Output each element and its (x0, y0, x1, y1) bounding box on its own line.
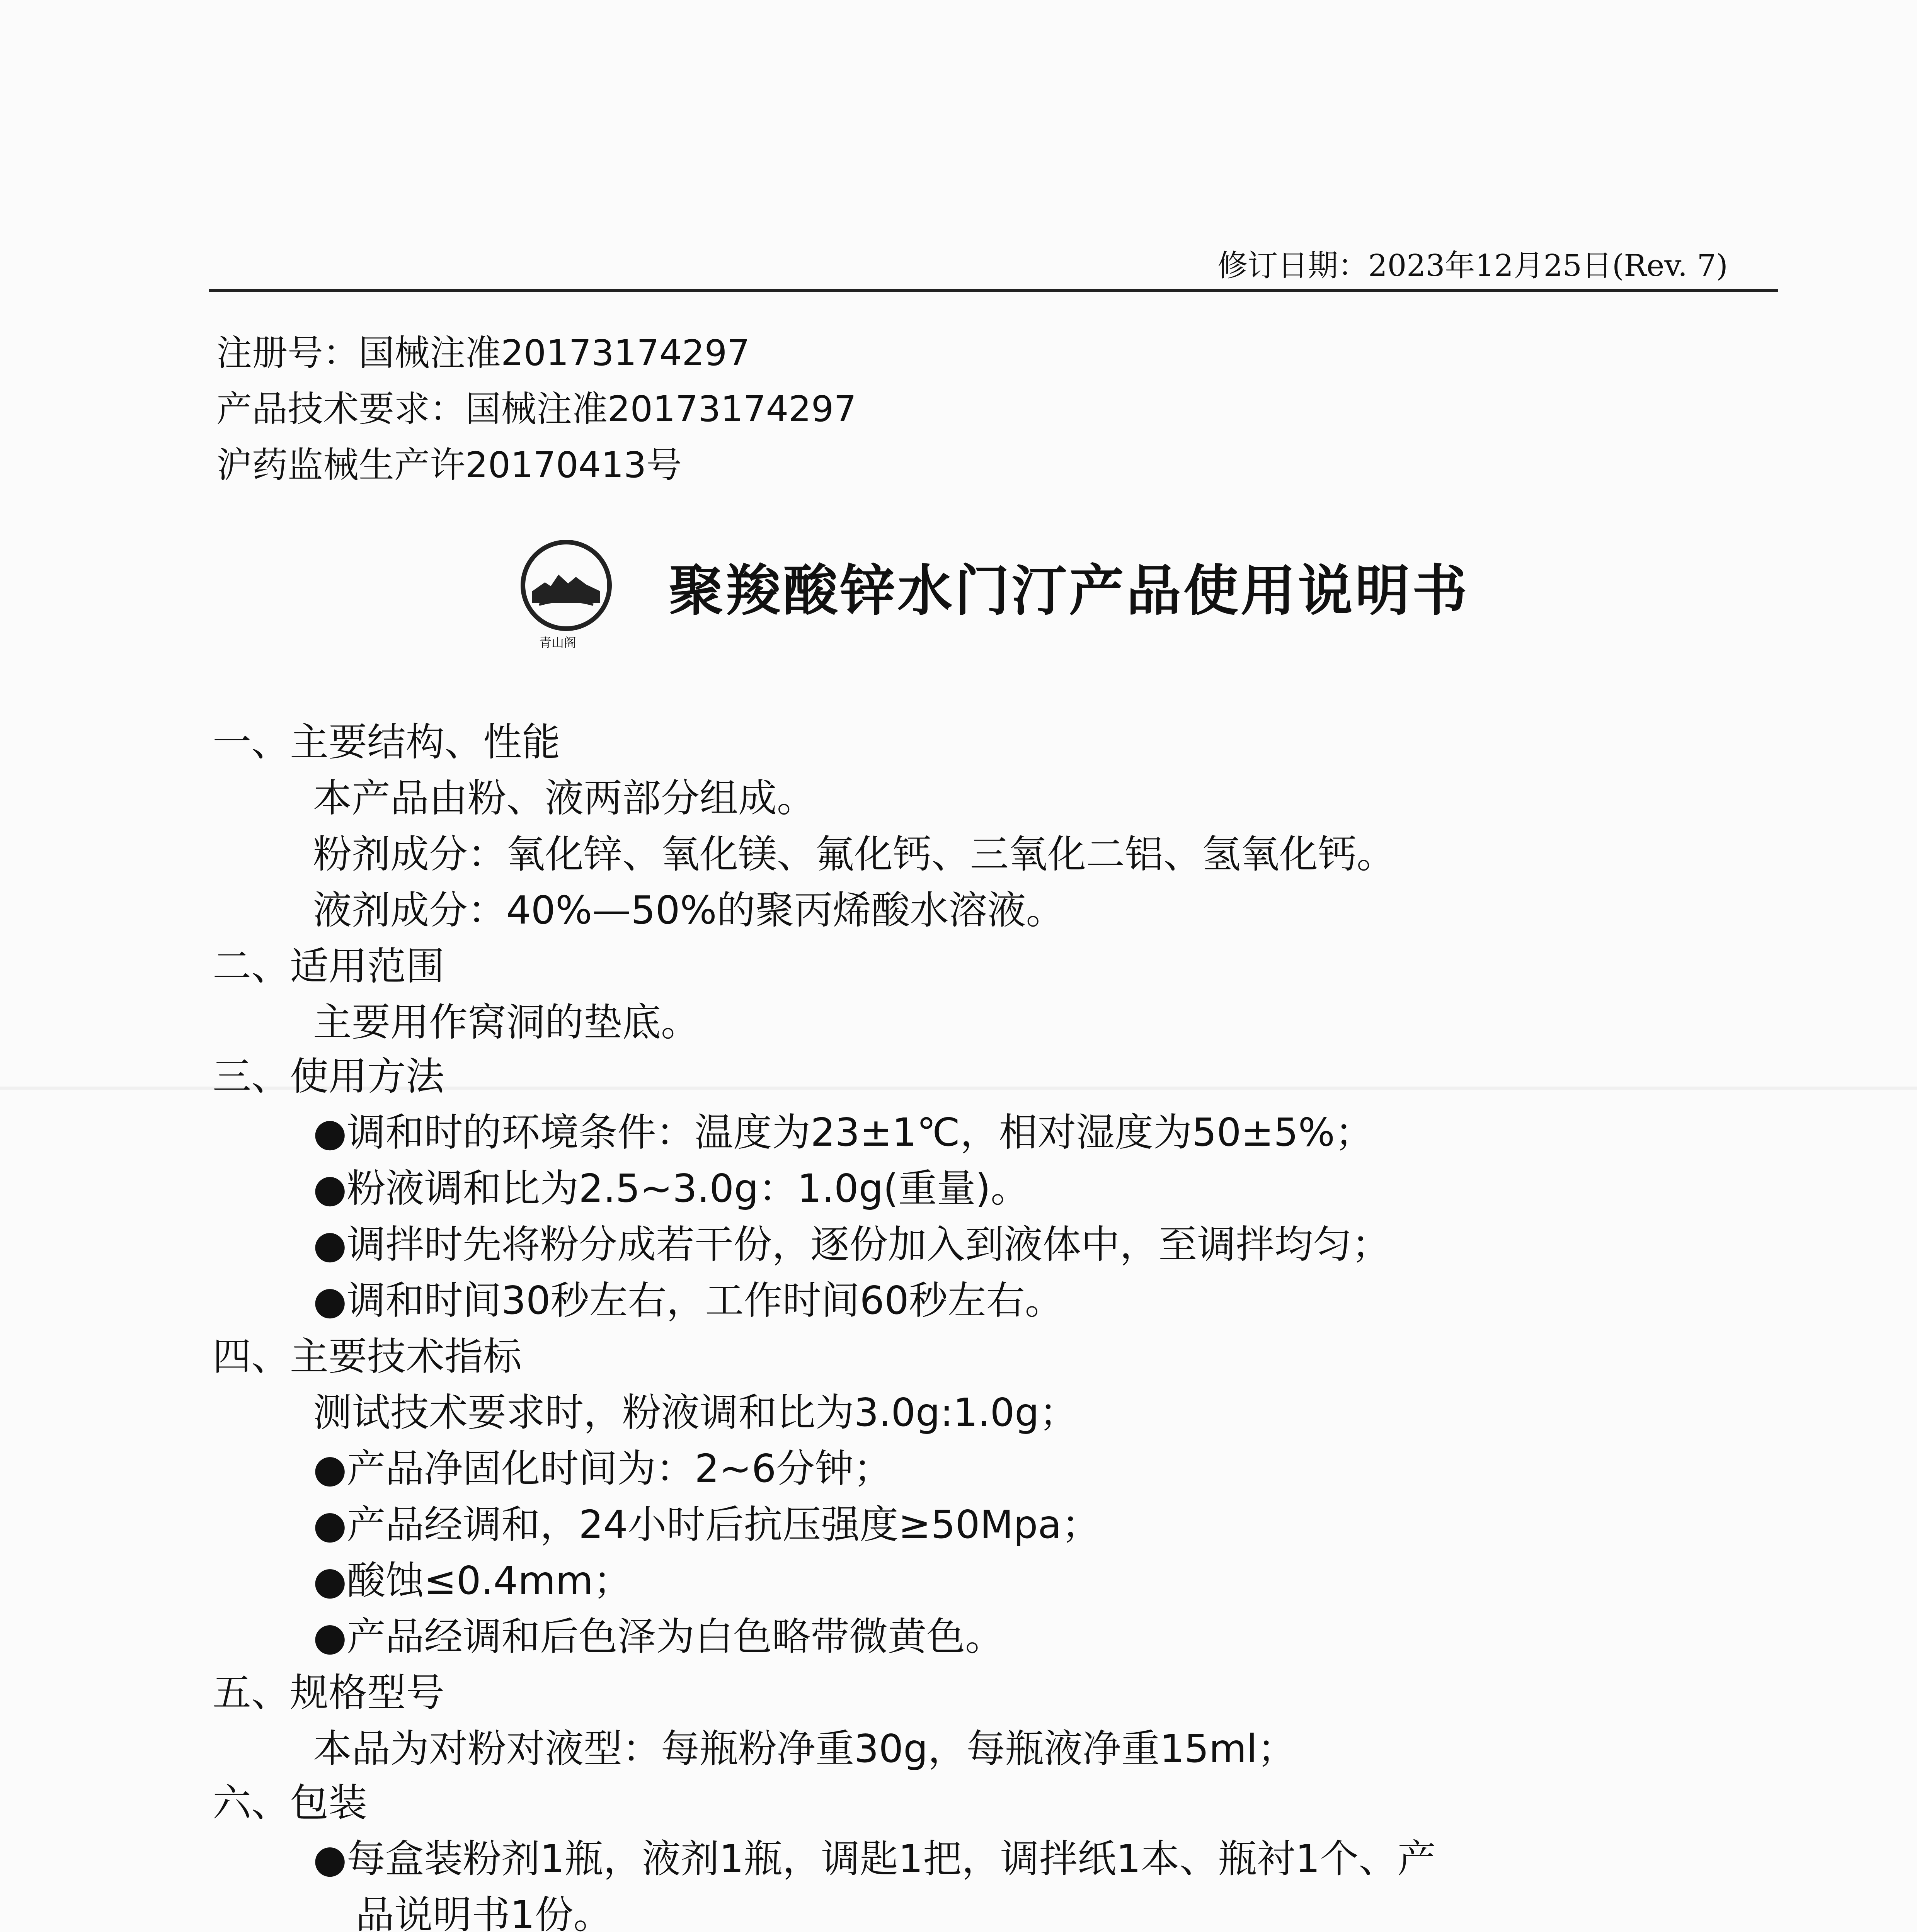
section-line: 测试技术要求时，粉液调和比为3.0g:1.0g； (313, 1390, 1078, 1435)
section-heading-structure: 一、主要结构、性能 (213, 719, 560, 765)
header-rule (209, 289, 1778, 292)
production-license: 沪药监械生产许20170413号 (216, 444, 682, 486)
section-line: 粉剂成分：氧化锌、氧化镁、氟化钙、三氧化二铝、氢氧化钙。 (313, 832, 1395, 877)
section-heading-scope: 二、适用范围 (213, 944, 444, 989)
section-line: ●调和时间30秒左右，工作时间60秒左右。 (313, 1278, 1064, 1323)
section-line: ●调和时的环境条件：温度为23±1℃，相对湿度为50±5%； (313, 1110, 1374, 1155)
section-heading-usage: 三、使用方法 (213, 1054, 444, 1099)
section-line: ●产品经调和，24小时后抗压强度≥50Mpa； (313, 1502, 1100, 1547)
section-line: ●酸蚀≤0.4mm； (313, 1558, 632, 1603)
section-heading-spec: 五、规格型号 (213, 1670, 444, 1715)
section-line: ●产品经调和后色泽为白色略带微黄色。 (313, 1614, 1004, 1659)
section-heading-packaging: 六、包装 (213, 1780, 367, 1825)
logo-caption: 青山阁 (539, 635, 577, 650)
section-line: 主要用作窝洞的垫底。 (313, 1000, 700, 1045)
document-title: 聚羧酸锌水门汀产品使用说明书 (669, 559, 1469, 623)
section-line: ●产品净固化时间为：2~6分钟； (313, 1446, 892, 1491)
company-logo-icon (520, 539, 613, 632)
section-line: 品说明书1份。 (356, 1892, 612, 1932)
section-line: ●粉液调和比为2.5~3.0g：1.0g(重量)。 (313, 1166, 1030, 1211)
revision-date: 修订日期：2023年12月25日(Rev. 7) (1217, 248, 1728, 283)
registration-number: 注册号：国械注准20173174297 (216, 332, 750, 374)
section-line: ●每盒装粉剂1瓶，液剂1瓶，调匙1把，调拌纸1本、瓶衬1个、产 (313, 1836, 1436, 1881)
section-line: 本品为对粉对液型：每瓶粉净重30g，每瓶液净重15ml； (313, 1726, 1296, 1771)
section-heading-indicators: 四、主要技术指标 (213, 1334, 522, 1379)
technical-requirement: 产品技术要求：国械注准20173174297 (216, 388, 856, 430)
section-line: 本产品由粉、液两部分组成。 (313, 776, 815, 821)
section-line: ●调拌时先将粉分成若干份，逐份加入到液体中，至调拌均匀； (313, 1222, 1391, 1267)
section-line: 液剂成分：40%—50%的聚丙烯酸水溶液。 (313, 888, 1065, 933)
